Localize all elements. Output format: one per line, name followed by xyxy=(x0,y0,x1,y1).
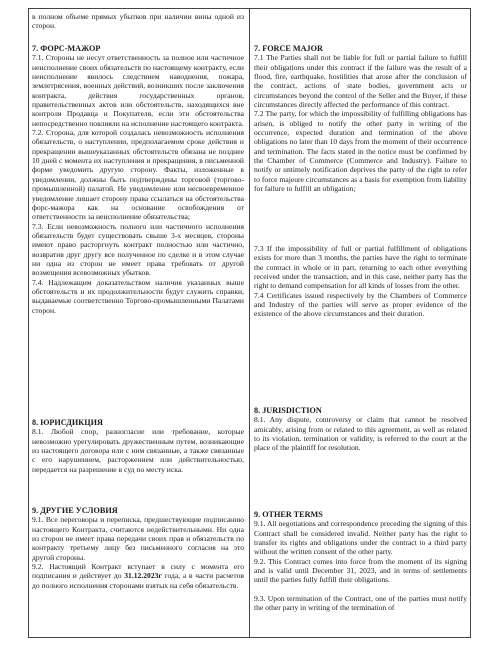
ru-section-9 xyxy=(32,506,244,590)
en-s9-p3: 9.3. Upon termination of the Contract, one of the parties must notify the other party in writing of the termination of xyxy=(254,593,467,613)
column-divider xyxy=(249,8,250,638)
ru-intro-text: в полном объеме прямых убытков при наличии вины одной из сторон. xyxy=(32,12,244,31)
en-s9-p2: 9.2. This Contract comes into force from the moment of its signing and is valid until December 31, 2023, and in terms of settlements until the parties fully fulfill their obligations. xyxy=(254,556,467,585)
en-s7-heading: 7. FORCE MAJOR xyxy=(254,44,323,53)
en-s9-heading: 9. OTHER TERMS xyxy=(254,510,323,519)
ru-s7-p4: 7.4. Надлежащим доказательством наличия указанных выше обстоятельств и их продолжительности будут служить справки, выдаваемые соответственно Торгово-промышленными Палатами сторон. xyxy=(32,277,244,315)
en-s8-heading: 8. JURISDICTION xyxy=(254,406,322,415)
ru-s8-p1: 8.1. Любой спор, разногласие или требование, которые невозможно урегулировать дружественным путем, возникающие из настоящего договора или с ним связанные, а также связанные с его нарушением, расторжением или действительностью, передается на разрешение в суд по месту иска. xyxy=(32,427,244,474)
ru-s7-heading: 7. ФОРС-МАЖОР xyxy=(32,44,101,53)
en-section-8 xyxy=(254,406,467,453)
ru-section-8 xyxy=(32,418,244,474)
ru-section-7 xyxy=(32,44,244,315)
ru-s7-p3: 7.3. Если невозможность полного или частичного исполнения обязательств будет существовать свыше 3-х месяцев, стороны имеют право расторгнуть контракт полностью или частично, возвратив друг другу все полученное по сделке и в этом случае ни одна из сторон не имеет права требовать от другой возмещения всевозможных убытков. xyxy=(32,221,244,278)
ru-s9-p2-date: 31.12.2023г xyxy=(124,571,162,581)
en-s8-p1: 8.1. Any dispute, controversy or claim that cannot be resolved amicably, arising from or related to this agreement, as well as related to its violation, termination or validity, is referred to the court at the place of the plaintiff for resolution. xyxy=(254,415,467,453)
ru-s9-p2-pre: 9.2. Настоящий Контракт вступает в силу с момента его подписания и действует до xyxy=(32,562,244,581)
en-s7-p2: 7.2 The party, for which the impossibility of fulfilling obligations has arisen, is obliged to notify the other party in writing of the occurrence, expected duration and termination of the above obligations no later than 10 days from the moment of their occurrence and termination. The facts stated in the notice must be confirmed by the Chamber of Commerce (Commerce and Industry). Failure to notify or untimely notification deprives the party of the right to refer to force majeure circumstances as a basis for exemption from liability for failure to fulfill an obligation; xyxy=(254,109,467,194)
ru-s9-p1: 9.1. Все переговоры и переписка, предшествующие подписанию настоящего Контракта, считаются недействительными. Ни одна из сторон не имеет права передачи своих прав и обязательств по контракту третьему лицу без письменного согласия на это другой стороны. xyxy=(32,515,244,562)
en-section-9 xyxy=(254,510,467,612)
ru-s7-p1: 7.1. Стороны не несут ответственность за полное или частичное неисполнение своих обязательств по настоящему контракту, если неисполнение явилось следствием наводнения, пожара, землетрясения, военных действий, возникших после заключения контракта, действия государственных органов, правительственных актов или обстоятельств, находящихся вне контроля Продавца и Покупателя, если эти обстоятельства непосредственно повлияли на исполнение настоящего контракта. xyxy=(32,53,244,128)
en-section-7 xyxy=(254,44,467,194)
en-s7-p1: 7.1 The Parties shall not be liable for full or partial failure to fulfill their obligations under this contract if the failure was the result of a flood, fire, earthquake, hostilities that arose after the conclusion of the contract, actions of state bodies, government acts or circumstances beyond the control of the Seller and the Buyer, if these circumstances directly affected the performance of this contract. xyxy=(254,53,467,110)
ru-s8-heading: 8. ЮРИСДИКЦИЯ xyxy=(32,418,103,427)
en-s7-p3: 7.3 If the impossibility of full or partial fulfillment of obligations exists for more than 3 months, the parties have the right to terminate the contract in whole or in part, returning to each other everything received under the transaction, and in this case, neither party has the right to demand compensation for all kinds of losses from the other. xyxy=(254,244,467,291)
en-s7-p4: 7.4 Certificates issued respectively by the Chambers of Commerce and Industry of the parties will serve as proper evidence of the existence of the above circumstances and their duration. xyxy=(254,290,467,319)
ru-s7-p2: 7.2. Сторона, для которой создалась невозможность исполнения обязательств, о наступлении, предполагаемом сроке действия и прекращении вышеуказанных обстоятельств обязана не позднее 10 дней с момента их наступления и прекращения, в письменной форме уведомить другую сторону. Факты, изложенные в уведомлении, должны быть подтверждены торговой (торгово-промышленной) палатой. Не уведомление или несвоевременное уведомление лишает сторону права ссылаться на обстоятельства форс-мажора как на основание освобождения от ответственности за неисполнение обязательства; xyxy=(32,128,244,222)
ru-s9-p2-post: года, а в части расчетов до полного исполнения сторонами взятых на себя обязательств. xyxy=(32,571,245,590)
en-s9-p1: 9.1. All negotiations and correspondence preceding the signing of this Contract shall be considered invalid. Neither party has the right to transfer its rights and obligations under the contract to a third party without the written consent of the other party. xyxy=(254,519,467,557)
ru-intro xyxy=(32,12,244,31)
en-section-7-cont xyxy=(254,244,467,319)
ru-s9-heading: 9. ДРУГИЕ УСЛОВИЯ xyxy=(32,506,118,515)
ru-s9-p2 xyxy=(32,562,244,590)
